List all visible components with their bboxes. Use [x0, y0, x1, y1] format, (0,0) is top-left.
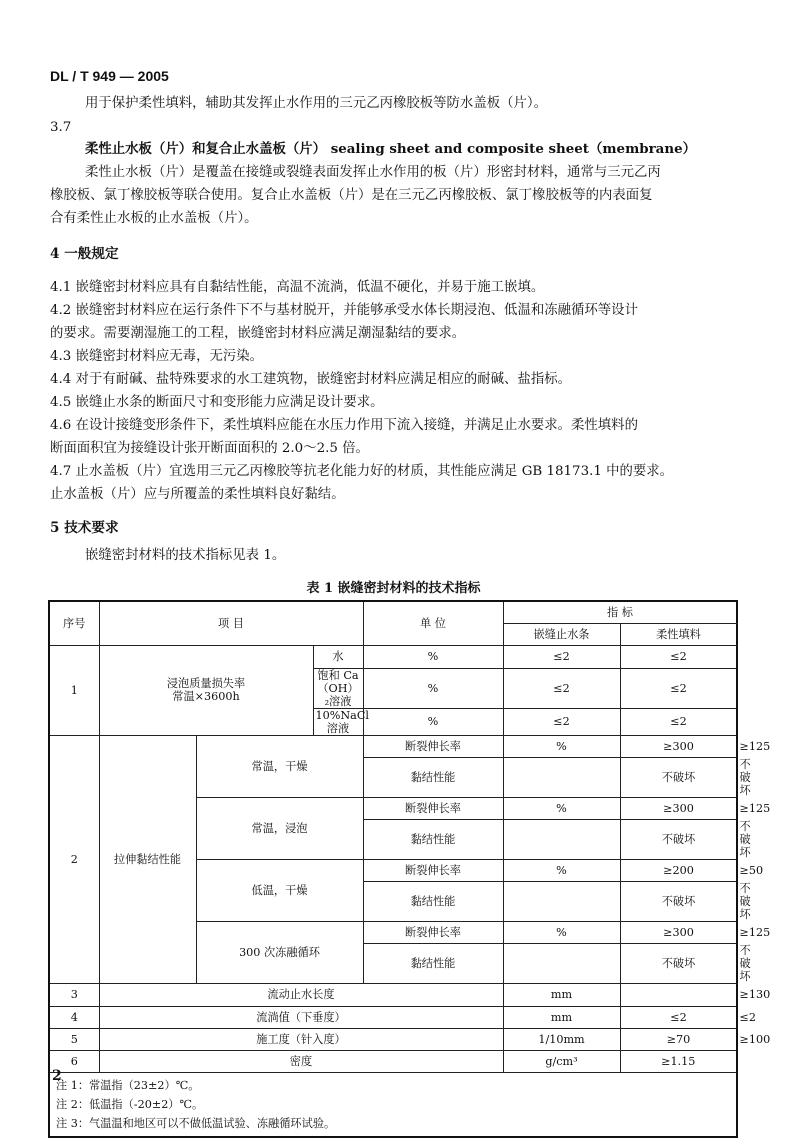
clause-4-1: 4.1 嵌缝密封材料应具有自黏结性能，高温不流淌，低温不硬化，并易于施工嵌填。: [50, 280, 545, 295]
table-notes: [49, 1073, 737, 1138]
row1-cond: 常温×3600h: [172, 690, 240, 704]
note-3: 注 3：气温温和地区可以不做低温试验、冻融循环试验。: [56, 1117, 336, 1131]
table-row: 5 施工度（针入度） 1/10mm ≥70 ≥100: [49, 1028, 737, 1050]
cell-unit: mm: [503, 984, 620, 1006]
header-index: 指 标: [503, 601, 737, 624]
table-row: [49, 1050, 737, 1072]
table-row: 常温，浸泡 断裂伸长率 % ≥300 ≥125: [49, 797, 737, 819]
sub-label: 饱和 Ca（OH）₂溶液: [313, 668, 363, 708]
table-row: 黏结性能 不破坏 不破坏: [49, 944, 737, 984]
clause-4-7-cont: 止水盖板（片）应与所覆盖的柔性填料良好黏结。: [50, 487, 345, 502]
spec-table: [48, 600, 771, 1138]
sub-label: 黏结性能: [363, 757, 503, 797]
table-row: 低温，干燥 断裂伸长率 % ≥200 ≥50: [49, 859, 737, 881]
document-header: DL / T 949 — 2005: [50, 68, 169, 84]
page-number: 2: [52, 1068, 62, 1084]
table-notes-row: [49, 1073, 737, 1138]
table-row: 黏结性能 不破坏 不破坏: [49, 819, 737, 859]
row-item: 施工度（针入度）: [99, 1028, 503, 1050]
cell-strip: 不破坏: [620, 882, 737, 922]
table-row: 3 流动止水长度 mm ≥130: [49, 984, 737, 1006]
cell-filler: ≤2: [620, 646, 737, 668]
cell-unit: %: [503, 922, 620, 944]
cell-strip: ≥300: [620, 922, 737, 944]
note-2: 注 2：低温指（-20±2）℃。: [56, 1098, 204, 1112]
header-strip: 嵌缝止水条: [503, 624, 620, 646]
sub-label: 黏结性能: [363, 944, 503, 984]
cell-unit: %: [503, 797, 620, 819]
cell-strip: ≥300: [620, 797, 737, 819]
table-row: 300 次冻融循环 断裂伸长率 % ≥300 ≥125: [49, 922, 737, 944]
section-4-heading: 4 一般规定: [50, 246, 119, 262]
sub-label: 10%NaCl 溶液: [313, 708, 363, 735]
cell-strip: ≥200: [620, 859, 737, 881]
cell-unit: g/cm³: [503, 1050, 620, 1072]
section-5-heading: 5 技术要求: [50, 520, 119, 536]
cell-unit: [503, 819, 620, 859]
row-seq: 3: [49, 984, 99, 1006]
row-seq: 1: [49, 646, 99, 735]
row2-cond: 300 次冻融循环: [196, 922, 363, 984]
sub-label: 断裂伸长率: [363, 859, 503, 881]
header-item: 项 目: [99, 601, 363, 646]
table-row: 黏结性能 不破坏 不破坏: [49, 757, 737, 797]
cell-filler: ≤2: [620, 708, 737, 735]
cell-strip: ≤2: [503, 708, 620, 735]
clause-4-6-cont: 断面面积宜为接缝设计张开断面面积的 2.0～2.5 倍。: [50, 441, 369, 456]
row-seq: 4: [49, 1006, 99, 1028]
cell-strip: ≥70: [620, 1028, 737, 1050]
table-header-row: [49, 601, 737, 624]
row2-cond: 低温，干燥: [196, 859, 363, 921]
cell-unit: %: [363, 646, 503, 668]
row-seq: 5: [49, 1028, 99, 1050]
clause-4-3: 4.3 嵌缝密封材料应无毒，无污染。: [50, 349, 264, 364]
cell-unit: mm: [503, 1006, 620, 1028]
cell-strip: 不破坏: [620, 819, 737, 859]
row-item: 密度: [99, 1050, 503, 1072]
sub-label: 断裂伸长率: [363, 922, 503, 944]
section-3-7-title: 柔性止水板（片）和复合止水盖板（片） sealing sheet and composite sheet（membrane）: [85, 141, 696, 157]
cell-strip: ≤2: [620, 1006, 737, 1028]
sub-label: 水: [313, 646, 363, 668]
sub-label: 黏结性能: [363, 819, 503, 859]
cell-unit: [503, 944, 620, 984]
cell-strip: ≤2: [503, 646, 620, 668]
sub-label: 断裂伸长率: [363, 797, 503, 819]
cell-unit: %: [363, 668, 503, 708]
row-seq: 6: [49, 1050, 99, 1072]
cell-strip: ≤2: [503, 668, 620, 708]
cell-strip: 不破坏: [620, 757, 737, 797]
table-caption: 表 1 嵌缝密封材料的技术指标: [306, 581, 481, 596]
row1-item: [99, 646, 313, 735]
row1-name: 浸泡质量损失率: [166, 677, 246, 691]
clause-4-4: 4.4 对于有耐碱、盐特殊要求的水工建筑物，嵌缝密封材料应满足相应的耐碱、盐指标。: [50, 372, 572, 387]
header-filler: 柔性填料: [620, 624, 737, 646]
row-item: 流淌值（下垂度）: [99, 1006, 503, 1028]
section-3-7-number: 3.7: [50, 120, 72, 135]
clause-4-6: 4.6 在设计接缝变形条件下，柔性填料应能在水压力作用下流入接缝，并满足止水要求。柔性填料的: [50, 418, 638, 433]
note-1: 注 1：常温指（23±2）℃。: [56, 1079, 200, 1093]
cell-strip: [620, 984, 737, 1006]
table-row: 2 拉伸黏结性能 常温，干燥 断裂伸长率 % ≥300 ≥125: [49, 735, 737, 757]
cell-strip: 不破坏: [620, 944, 737, 984]
table-row: [49, 646, 737, 668]
cell-unit: %: [363, 708, 503, 735]
header-seq: 序号: [49, 601, 99, 646]
section-3-7-line: 橡胶板、氯丁橡胶板等联合使用。复合止水盖板（片）是在三元乙丙橡胶板、氯丁橡胶板等的内表面复: [50, 188, 653, 203]
cell-unit: 1/10mm: [503, 1028, 620, 1050]
intro-line: 用于保护柔性填料，辅助其发挥止水作用的三元乙丙橡胶板等防水盖板（片）。: [85, 96, 547, 111]
cell-unit: [503, 882, 620, 922]
row2-name: 拉伸黏结性能: [99, 735, 196, 984]
sub-label: 黏结性能: [363, 882, 503, 922]
table-row: 黏结性能 不破坏 不破坏: [49, 882, 737, 922]
row2-cond: 常温，浸泡: [196, 797, 363, 859]
row2-cond: 常温，干燥: [196, 735, 363, 797]
cell-strip: ≥300: [620, 735, 737, 757]
row-item: 流动止水长度: [99, 984, 503, 1006]
row-seq: 2: [49, 735, 99, 984]
cell-merged: ≥1.15: [620, 1050, 737, 1072]
cell-unit: %: [503, 859, 620, 881]
clause-4-7: 4.7 止水盖板（片）宜选用三元乙丙橡胶等抗老化能力好的材质，其性能应满足 GB 18173.1 中的要求。: [50, 464, 674, 479]
header-unit: 单 位: [363, 601, 503, 646]
clause-4-2-cont: 的要求。需要潮湿施工的工程，嵌缝密封材料应满足潮湿黏结的要求。: [50, 326, 466, 341]
cell-unit: %: [503, 735, 620, 757]
cell-unit: [503, 757, 620, 797]
section-3-7-line: 柔性止水板（片）是覆盖在接缝或裂缝表面发挥止水作用的板（片）形密封材料，通常与三元乙丙: [85, 165, 661, 180]
table-row: 4 流淌值（下垂度） mm ≤2 ≤2: [49, 1006, 737, 1028]
sub-label: 断裂伸长率: [363, 735, 503, 757]
cell-filler: ≤2: [620, 668, 737, 708]
clause-4-5: 4.5 嵌缝止水条的断面尺寸和变形能力应满足设计要求。: [50, 395, 384, 410]
section-3-7-line: 合有柔性止水板的止水盖板（片）。: [50, 211, 258, 226]
clause-4-2: 4.2 嵌缝密封材料应在运行条件下不与基材脱开，并能够承受水体长期浸泡、低温和冻融循环等设计: [50, 303, 638, 318]
section-5-intro: 嵌缝密封材料的技术指标见表 1。: [85, 548, 286, 563]
